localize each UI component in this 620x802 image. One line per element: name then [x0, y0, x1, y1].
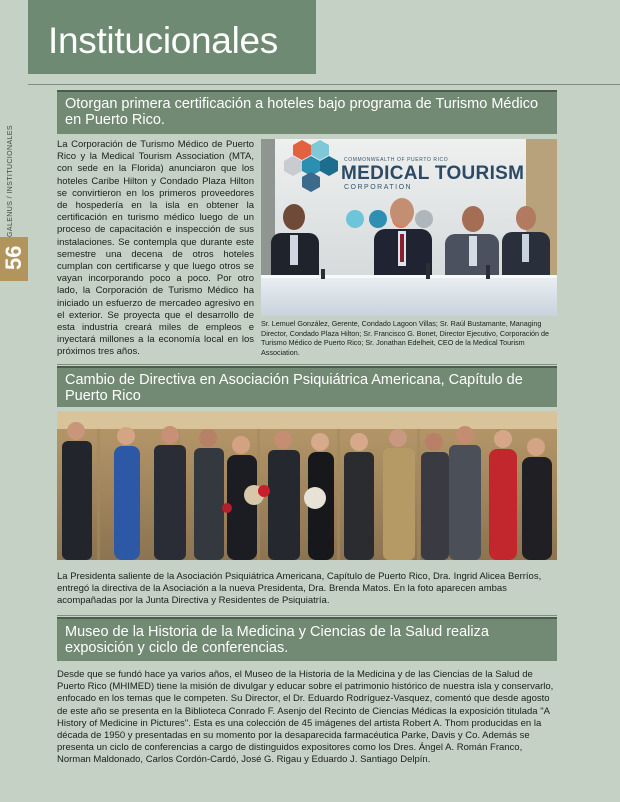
group-photo-illustration	[57, 411, 557, 560]
divider-2	[57, 615, 557, 616]
article3-body: Desde que se fundó hace ya varios años, el Museo de la Historia de la Medicina y de las Ciencias de la Salud de Puerto Rico (MHIMED) tiene la misión de divulgar y educar sobre el patrimonio histórico de nuestra isla y conservarlo, enfocado en los temas que le competen. Su Director, el Dr. Eduardo Rodríguez-Vasquez, comentó que desde agosto de este año se presenta en la Biblioteca Conrado F. Asenjo del Recinto de Ciencias Médicas la exposición titulada "A History of Medicine in Pictures". Esta es una colección de 45 imágenes del artista Robert A. Thom producidas en la década de 1950 y presentadas en su momento por la desaparecida farmacéutica Parke, Davis y Co. Además se presenta un ciclo de conferencias a cargo de distinguidos expositores como los Dres. Ángel A. Román Franco, Norman Maldonado, Carlos Cordón-Cardó, José G. Rigau y Eduardo J. Santiago Delpín.	[57, 669, 554, 766]
banner-sub-text: CORPORATION	[344, 184, 413, 191]
article2-body: La Presidenta saliente de la Asociación Psiquiátrica Americana, Capítulo de Puerto Rico, Dra. Ingrid Alicea Berríos, entregó la directiva de la Asociación a la nueva Presidenta, Dra. Brenda Matos. En la foto aparecen ambas acompañadas por la Junta Directiva y Residentes de Psiquiatría.	[57, 571, 542, 607]
side-section-label: GALENUS / INSTITUCIONALES	[7, 125, 14, 237]
article2-title: Cambio de Directiva en Asociación Psiquiátrica Americana, Capítulo de Puerto Rico	[65, 372, 523, 404]
page-number: 56	[1, 245, 26, 270]
article3-title: Museo de la Historia de la Medicina y Ciencias de la Salud realiza exposición y ciclo de conferencias.	[65, 624, 489, 656]
psychiatric-association-group-photo	[57, 411, 557, 560]
article1-body: La Corporación de Turismo Médico de Puerto Rico y la Medical Tourism Association (MTA, con sede en la Florida) anunciaron que los hoteles Caribe Hilton y Condado Plaza Hilton se convirtieron en los primeros proveedores de hospedería en la isla en obtener la certificación en turismo médico luego de un proceso de capacitación e inspección de sus instalaciones. Se contempla que durante este semestre una decena de otros hoteles cumplan con certificarse y que luego otros se vayan incorporando poco a poco. Por otro lado, la Corporación de Turismo Médico ha iniciado un esfuerzo de mercadeo agresivo en el exterior. Se proyecta que el desarrollo de esta industria creará miles de empleos e inyectará millones a la economía local en los próximos tres años.	[57, 139, 254, 358]
banner-main-text: MEDICAL TOURISM	[341, 163, 525, 184]
medical-tourism-press-photo	[261, 139, 557, 316]
banner-small-text: COMMONWEALTH OF PUERTO RICO	[344, 157, 449, 163]
divider-1	[57, 364, 557, 365]
article1-title: Otorgan primera certificación a hoteles bajo programa de Turismo Médico en Puerto Rico.	[65, 96, 539, 128]
header-rule	[28, 84, 620, 85]
article1-photo-caption: Sr. Lemuel González, Gerente, Condado Lagoon Villas; Sr. Raúl Bustamante, Managing Director, Condado Plaza Hilton; Sr. Francisco G. Bonet, Director Ejecutivo, Corporación de Turismo Médico de Puerto Rico; Sr. Jonathan Edelheit, CEO de la Medical Tourism Association.	[261, 319, 550, 357]
section-title: Institucionales	[48, 20, 278, 61]
